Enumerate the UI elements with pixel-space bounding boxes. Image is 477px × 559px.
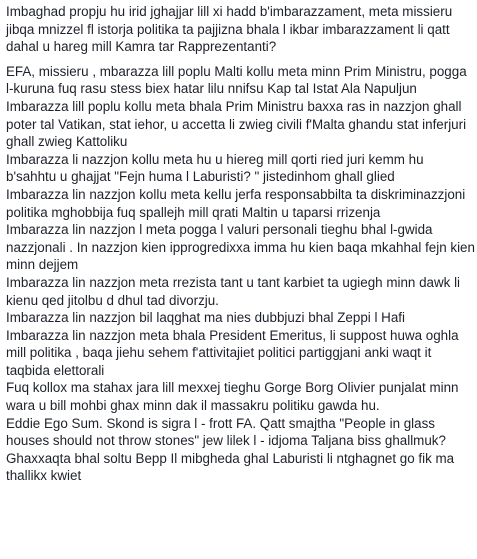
post-paragraph: Imbarazza lin nazzjon l meta pogga l valuri personali tieghu bhal l-gwida nazzjonali . In nazzjon kien ipprogredixxa imma hu kien baqa mkahhal fejn kien minn dejjem bbox=[6, 222, 475, 273]
post-paragraph: Fuq kollox ma stahax jara lill mexxej tieghu Gorge Borg Olivier punjalat minn wara u bill mohbi ghax minn dak il massakru politiku gawda hu. bbox=[6, 380, 459, 414]
post-paragraph: Eddie Ego Sum. Skond is sigra l - frott FA. Qatt smajtha "People in glass houses should not throw stones" jew lilek l - idjoma Taljana biss ghallmuk? bbox=[6, 415, 446, 449]
paragraph-gap bbox=[6, 56, 476, 63]
post-paragraph: Imbarazza li nazzjon kollu meta hu u hiereg mill qorti ried juri kemm hu b'sahhtu u ghajjat "Fejn huma l Laburisti? " jistedinhom ghall glied bbox=[6, 151, 424, 185]
post-paragraph: Imbarazza lin nazzjon meta rrezista tant u tant karbiet ta ugiegh minn dawk li kienu qed jitolbu d dhul tad divorzju. bbox=[6, 274, 461, 308]
post-paragraph: Imbarazza lin nazzjon kollu meta kellu jerfa responsabbilta ta diskriminazzjoni politika mghobbija fuq spallejh mill qrati Maltin u taparsi rrizenja bbox=[6, 186, 466, 220]
post-paragraph: Imbarazza lin nazzjon meta bhala President Emeritus, li suppost huwa oghla mill politika , baqa jiehu sehem f'attivitajiet politici partiggjani anki waqt it taqbida elettorali bbox=[6, 327, 459, 378]
post-paragraph: Imbarazza lin nazzjon bil laqghat ma nies dubbjuzi bhal Zeppi l Hafi bbox=[6, 310, 405, 326]
post-paragraph: Imbarazza lill poplu kollu meta bhala Prim Ministru baxxa ras in nazzjon ghall poter tal Vatikan, stat iehor, u accetta li zwieg civili f'Malta ghandu stat inferjuri ghall zwieg Kattoliku bbox=[6, 98, 467, 150]
post-paragraph: Ghaxxaqta bhal soltu Bepp Il mibgheda ghal Laburisti li ntghagnet go fik ma thallikx kwiet bbox=[6, 450, 455, 484]
post-paragraph: EFA, missieru , mbarazza lill poplu Malti kollu meta minn Prim Ministru, pogga l-kuruna fuq rasu stess biex hatar lilu nnifsu Kap tal Istat Ala Napuljun bbox=[6, 63, 467, 97]
facebook-post-body bbox=[6, 0, 476, 485]
post-intro-paragraph: Imbaghad propju hu irid jghajjar lill xi hadd b'imbarazzament, meta missieru jibqa mnizzel fl istorja politika ta pajjizna bhala l ikbar imbarazzament li qatt dahal u hareg mill Kamra tar Rapprezentanti? bbox=[6, 4, 453, 55]
